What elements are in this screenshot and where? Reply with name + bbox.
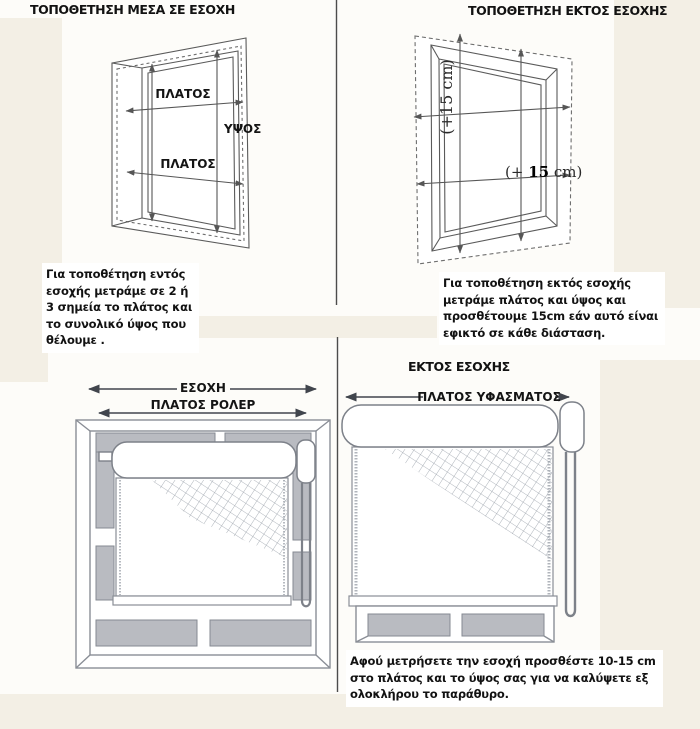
caption-line: 3 σημεία το πλάτος και (46, 300, 193, 314)
caption-line: στο πλάτος και το ύψος σας για να καλύψετε εξ (350, 670, 649, 685)
fabric-width-label: ΠΛΑΤΟΣ ΥΦΑΣΜΑΤΟΣ (417, 390, 561, 404)
width-top-label: ΠΛΑΤΟΣ (155, 87, 211, 101)
roller-tube (112, 442, 296, 478)
caption-line: Για τοποθέτηση εντός (46, 267, 186, 281)
bottom-hem-bar (349, 596, 557, 606)
outside-recess-diagram (414, 34, 582, 264)
roller-in-recess-diagram (76, 381, 330, 668)
caption-line: μετράμε πλάτος και ύψος και (443, 292, 626, 307)
caption-line: το συνολικό ύψος που (46, 316, 186, 331)
caption-line: θέλουμε . (46, 333, 105, 347)
width-plus-15cm-label: (+ 15 cm) (505, 163, 583, 181)
caption-line: προσθέτουμε 15cm εάν αυτό είναι (443, 309, 659, 323)
title-inside-recess: ΤΟΠΟΘΕΤΗΣΗ ΜΕΣΑ ΣΕ ΕΣΟΧΗ (30, 2, 235, 17)
caption-outside-recess (439, 272, 665, 345)
title-outside-recess: ΤΟΠΟΘΕΤΗΣΗ ΕΚΤΟΣ ΕΣΟΧΗΣ (468, 3, 668, 18)
height-label: ΥΨΟΣ (224, 122, 262, 136)
caption-line: εφικτό σε κάθε διάσταση. (443, 325, 606, 340)
chain-control-housing (297, 440, 315, 483)
control-chain (566, 452, 575, 616)
center-divider (337, 0, 338, 692)
roller-bracket (99, 452, 112, 461)
width-bottom-label: ΠΛΑΤΟΣ (160, 157, 216, 171)
caption-measure-advice (346, 650, 663, 707)
caption-line: Για τοποθέτηση εκτός εσοχής (443, 276, 631, 290)
title-outside-recess-bottom: ΕΚΤΟΣ ΕΣΟΧΗΣ (408, 359, 510, 374)
inside-recess-diagram (112, 38, 261, 248)
roller-outside-recess-diagram (342, 390, 584, 642)
bottom-hem-bar (113, 596, 291, 605)
recess-label: ΕΣΟΧΗ (180, 381, 226, 395)
caption-line: Αφού μετρήσετε την εσοχή προσθέστε 10-15 cm (350, 654, 656, 668)
caption-line: εσοχής μετράμε σε 2 ή (46, 283, 189, 298)
caption-inside-recess (42, 263, 199, 353)
roller-tube (342, 405, 558, 447)
roller-width-label: ΠΛΑΤΟΣ ΡΟΛΕΡ (150, 398, 256, 412)
chain-control-housing (560, 402, 584, 452)
caption-line: ολοκλήρου το παράθυρο. (350, 687, 509, 701)
height-plus-15cm-label: (+15 cm) (437, 59, 456, 135)
